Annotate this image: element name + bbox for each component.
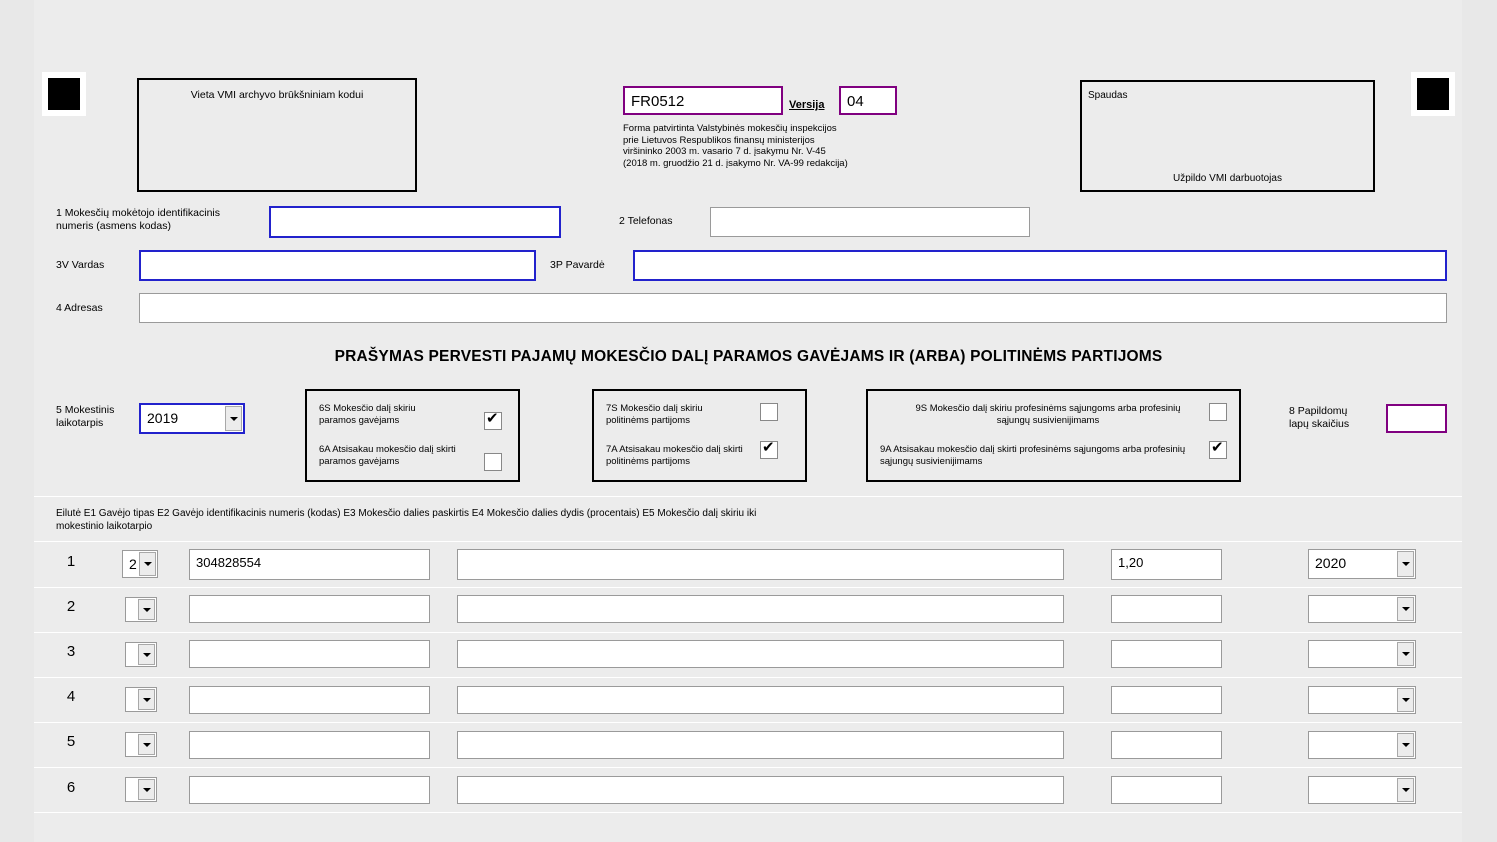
option-7a-label	[606, 444, 766, 467]
chevron-down-icon[interactable]	[1397, 597, 1414, 621]
first-name-label: 3V Vardas	[56, 259, 105, 271]
option-6a-label-line2: paramos gavėjams	[319, 455, 400, 467]
approval-line-4: (2018 m. gruodžio 21 d. įsakymo Nr. VA-99 redakcija)	[623, 157, 848, 169]
option-group-trade-unions	[866, 389, 1241, 482]
extra-sheets-label-line2: lapų skaičius	[1289, 417, 1350, 430]
option-6a-label	[319, 444, 479, 467]
until-period-value: 2020	[1315, 555, 1347, 571]
chevron-down-icon[interactable]	[1397, 642, 1414, 666]
approval-line-3: viršininko 2003 m. vasario 7 d. įsakymu Nr. V-45	[623, 146, 826, 157]
chevron-down-icon[interactable]	[1397, 733, 1414, 757]
purpose-input[interactable]	[457, 549, 1064, 580]
until-period-select[interactable]	[1308, 595, 1416, 623]
recipient-id-input[interactable]	[189, 595, 430, 623]
recipient-id-input[interactable]	[189, 776, 430, 804]
chevron-down-icon[interactable]	[138, 734, 155, 755]
recipient-type-select[interactable]	[125, 597, 157, 622]
option-6s-label-line2: paramos gavėjams	[319, 414, 400, 426]
last-name-input[interactable]	[633, 250, 1447, 281]
version-field[interactable]: 04	[839, 86, 897, 115]
percent-input[interactable]: 1,20	[1111, 549, 1222, 580]
percent-input[interactable]	[1111, 776, 1222, 804]
percent-input[interactable]	[1111, 686, 1222, 714]
form-code-field[interactable]: FR0512	[623, 86, 783, 115]
chevron-down-icon[interactable]	[1397, 688, 1414, 712]
option-6a-label-line1: 6A Atsisakau mokesčio dalį skirti	[319, 444, 456, 455]
taxpayer-id-label	[56, 207, 271, 232]
option-7s-label-line1: 7S Mokesčio dalį skiriu	[606, 403, 703, 414]
archive-barcode-label: Vieta VMI archyvo brūkšniniam kodui	[190, 89, 364, 101]
table-columns-header	[56, 507, 1446, 533]
row-number: 1	[66, 553, 76, 570]
table-columns-header-line1: Eilutė E1 Gavėjo tipas E2 Gavėjo identifikacinis numeris (kodas) E3 Mokesčio dalies paskirtis E4 Mokesčio dalies dydis (procentais) E5 Mokesčio dalį skiriu iki	[56, 508, 757, 519]
tax-period-label-line2: laikotarpis	[56, 417, 104, 429]
taxpayer-id-label-line1: 1 Mokesčių mokėtojo identifikacinis	[56, 207, 220, 219]
recipient-type-select[interactable]	[122, 550, 158, 578]
option-group-political-parties	[592, 389, 807, 482]
purpose-input[interactable]	[457, 640, 1064, 668]
purpose-input[interactable]	[457, 776, 1064, 804]
last-name-label: 3P Pavardė	[550, 259, 605, 271]
recipient-id-input[interactable]	[189, 731, 430, 759]
page-title: PRAŠYMAS PERVESTI PAJAMŲ MOKESČIO DALĮ PARAMOS GAVĖJAMS IR (ARBA) POLITINĖMS PARTIJOMS	[334, 348, 1163, 365]
row-number: 3	[66, 643, 76, 660]
option-group-support-recipients	[305, 389, 520, 482]
until-period-select[interactable]	[1308, 640, 1416, 668]
option-6s-label-line1: 6S Mokesčio dalį skiriu	[319, 403, 416, 414]
until-period-select[interactable]	[1308, 731, 1416, 759]
option-9s-label-line1: 9S Mokesčio dalį skiriu profesinėms sąjungoms arba profesinių	[915, 403, 1181, 414]
phone-input[interactable]	[710, 207, 1030, 237]
chevron-down-icon[interactable]	[138, 599, 155, 620]
percent-input[interactable]	[1111, 595, 1222, 623]
version-label: Versija	[789, 99, 825, 111]
taxpayer-id-label-line2: numeris (asmens kodas)	[56, 219, 171, 232]
tax-period-value: 2019	[147, 410, 179, 426]
purpose-input[interactable]	[457, 686, 1064, 714]
row-number: 2	[66, 598, 76, 615]
percent-input[interactable]	[1111, 640, 1222, 668]
table-columns-header-line2: mokestinio laikotarpio	[56, 521, 153, 532]
registration-mark-top-right	[1411, 72, 1455, 116]
chevron-down-icon[interactable]	[139, 552, 156, 576]
row-number: 6	[66, 779, 76, 796]
percent-input[interactable]	[1111, 731, 1222, 759]
until-period-select[interactable]	[1308, 686, 1416, 714]
option-9a-label-line1: 9A Atsisakau mokesčio dalį skirti profesinėms sąjungoms arba profesinių	[880, 444, 1186, 455]
extra-sheets-input[interactable]	[1386, 404, 1447, 433]
recipient-type-select[interactable]	[125, 777, 157, 802]
chevron-down-icon[interactable]	[1397, 778, 1414, 802]
option-7a-checkbox[interactable]	[760, 441, 778, 459]
tax-period-select[interactable]	[139, 403, 245, 434]
option-9a-label	[880, 444, 1200, 467]
option-6s-label	[319, 403, 479, 426]
recipient-type-select[interactable]	[125, 687, 157, 712]
purpose-input[interactable]	[457, 731, 1064, 759]
option-9s-label-line2: sąjungų susivienijimams	[996, 414, 1100, 426]
first-name-input[interactable]	[139, 250, 536, 281]
chevron-down-icon[interactable]	[1397, 551, 1414, 577]
recipient-id-input[interactable]: 304828554	[189, 549, 430, 580]
approval-line-1: Forma patvirtinta Valstybinės mokesčių inspekcijos	[623, 123, 837, 134]
registration-mark-top-left	[42, 72, 86, 116]
option-9s-label	[898, 403, 1198, 426]
option-7s-checkbox[interactable]	[760, 403, 778, 421]
purpose-input[interactable]	[457, 595, 1064, 623]
option-9a-label-line2: sąjungų susivienijimams	[880, 455, 983, 467]
approval-text	[623, 123, 1043, 169]
chevron-down-icon[interactable]	[138, 644, 155, 665]
chevron-down-icon[interactable]	[138, 779, 155, 800]
tax-period-label-line1: 5 Mokestinis	[56, 404, 115, 416]
option-7a-label-line2: politinėms partijoms	[606, 455, 690, 467]
approval-line-2: prie Lietuvos Respublikos finansų ministerijos	[623, 134, 815, 146]
recipient-type-select[interactable]	[125, 732, 157, 757]
recipient-id-input[interactable]	[189, 640, 430, 668]
option-6a-checkbox[interactable]	[484, 453, 502, 471]
extra-sheets-label	[1289, 405, 1349, 430]
stamp-label: Spaudas	[1088, 90, 1128, 101]
row-number: 5	[66, 733, 76, 750]
until-period-select[interactable]	[1308, 776, 1416, 804]
option-9a-checkbox[interactable]	[1209, 441, 1227, 459]
chevron-down-icon[interactable]	[225, 406, 242, 431]
address-input[interactable]	[139, 293, 1447, 323]
recipient-id-input[interactable]	[189, 686, 430, 714]
phone-label: 2 Telefonas	[619, 215, 673, 227]
taxpayer-id-input[interactable]	[269, 206, 561, 238]
option-6s-checkbox[interactable]	[484, 412, 502, 430]
chevron-down-icon[interactable]	[138, 689, 155, 710]
recipient-type-select[interactable]	[125, 642, 157, 667]
option-9s-checkbox[interactable]	[1209, 403, 1227, 421]
stamp-area	[1080, 80, 1375, 192]
address-label: 4 Adresas	[56, 302, 103, 314]
tax-period-label	[56, 404, 114, 430]
row-number: 4	[66, 688, 76, 705]
option-7s-label-line2: politinėms partijoms	[606, 414, 690, 426]
stamp-footer-label: Užpildo VMI darbuotojas	[1173, 173, 1282, 184]
option-7a-label-line1: 7A Atsisakau mokesčio dalį skirti	[606, 444, 743, 455]
option-7s-label	[606, 403, 766, 426]
extra-sheets-label-line1: 8 Papildomų	[1289, 405, 1348, 417]
until-period-select[interactable]	[1308, 549, 1416, 579]
recipient-type-value: 2	[129, 556, 137, 572]
archive-barcode-area	[137, 78, 417, 192]
